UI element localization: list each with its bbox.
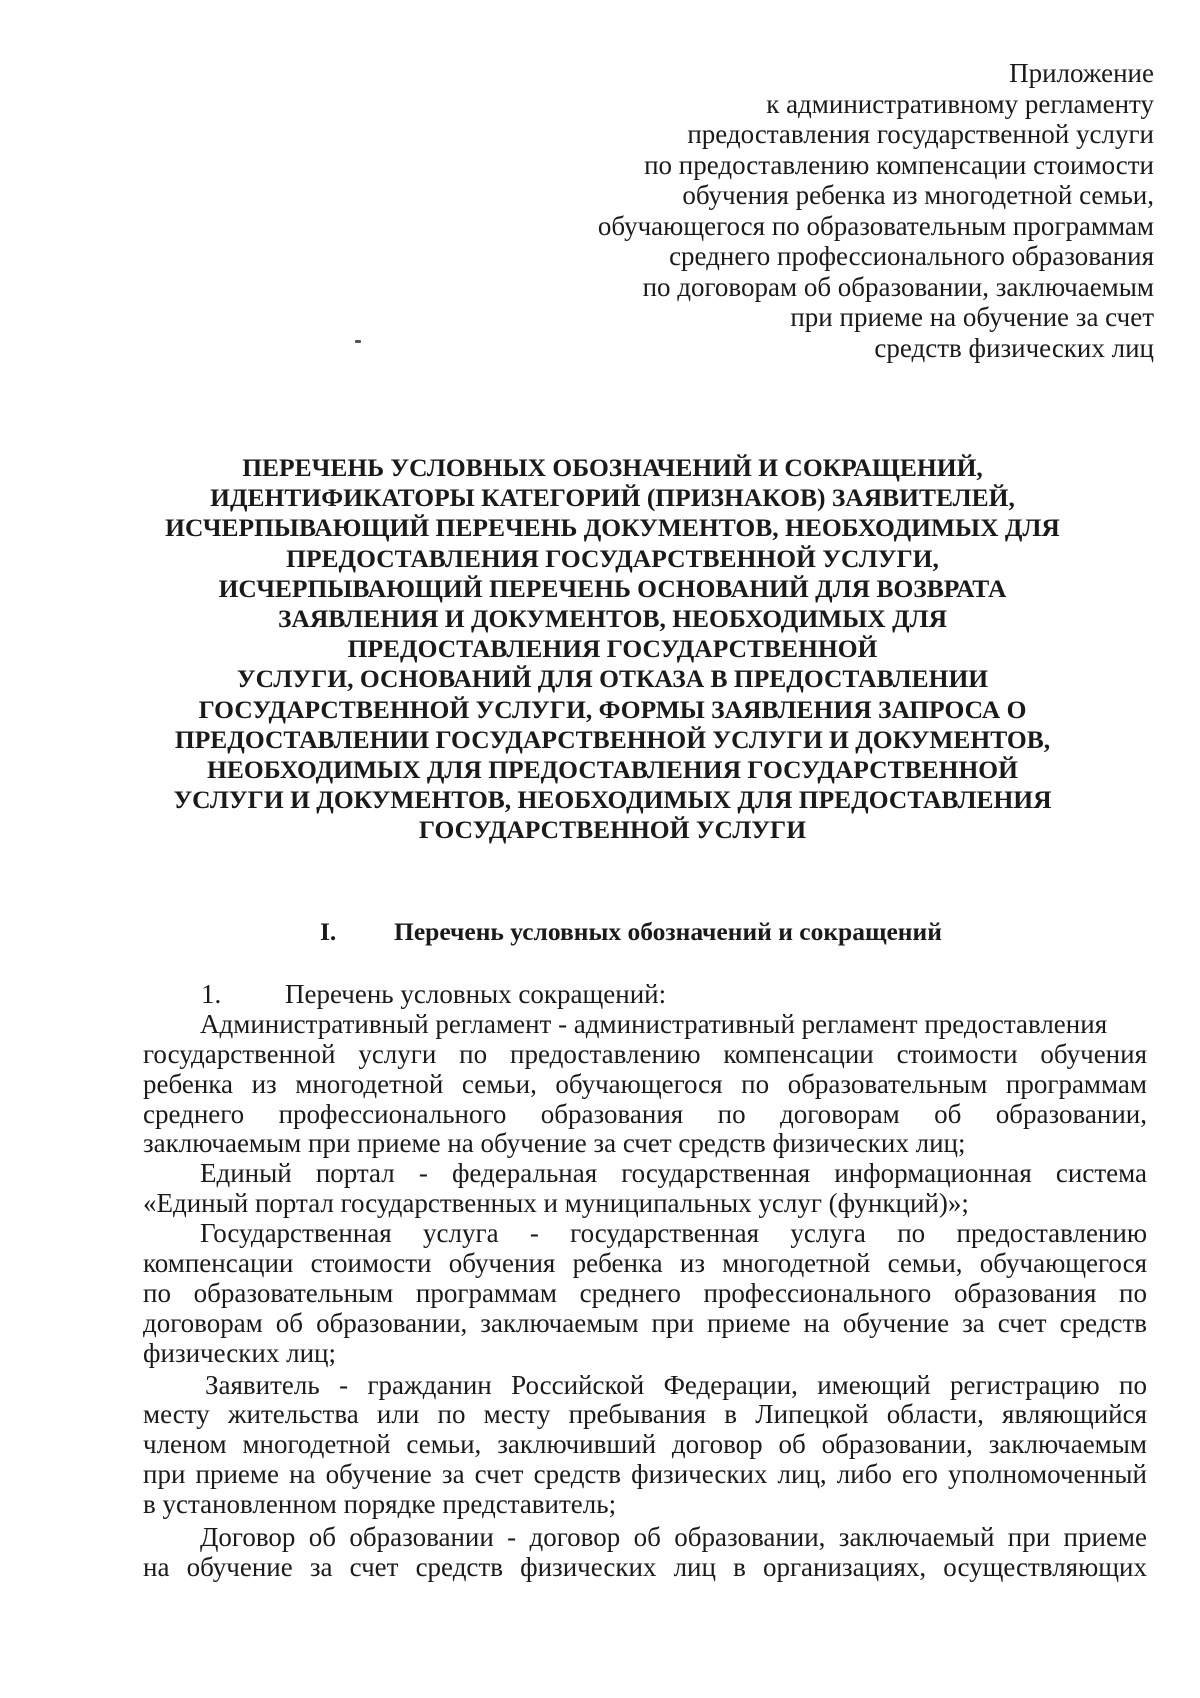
appendix-line: предоставления государственной услуги: [687, 119, 1154, 149]
title-line: ПЕРЕЧЕНЬ УСЛОВНЫХ ОБОЗНАЧЕНИЙ И СОКРАЩЕНИЙ,: [242, 453, 983, 482]
paragraph-line: при приеме на обучение за счет средств физических лиц, либо его уполномоченный: [143, 1459, 1147, 1490]
title-line: ПРЕДОСТАВЛЕНИИ ГОСУДАРСТВЕННОЙ УСЛУГИ И ДОКУМЕНТОВ,: [174, 724, 1051, 754]
document-title: [130, 453, 1095, 846]
definition-zayavitel: [143, 1371, 1147, 1520]
document-body: [143, 980, 1147, 1583]
title-line: ПРЕДОСТАВЛЕНИЯ ГОСУДАРСТВЕННОЙ УСЛУГИ,: [286, 543, 939, 573]
paragraph-line: «Единый портал государственных и муниципальных услуг (функций)»;: [143, 1188, 969, 1219]
title-line: УСЛУГИ И ДОКУМЕНТОВ, НЕОБХОДИМЫХ ДЛЯ ПРЕДОСТАВЛЕНИЯ: [173, 785, 1052, 815]
title-line: ГОСУДАРСТВЕННОЙ УСЛУГИ: [418, 815, 807, 845]
paragraph-line: по образовательным программам среднего профессионального образования по: [143, 1277, 1147, 1308]
appendix-line: среднего профессионального образования: [669, 241, 1154, 271]
paragraph-line: членом многодетной семьи, заключивший договор об образовании, заключаемым: [143, 1429, 1147, 1460]
appendix-line: средств физических лиц: [874, 332, 1154, 363]
paragraph-line: физических лиц;: [143, 1337, 336, 1368]
title-line: ИСЧЕРПЫВАЮЩИЙ ПЕРЕЧЕНЬ ДОКУМЕНТОВ, НЕОБХОДИМЫХ ДЛЯ: [165, 513, 1060, 543]
paragraph-line: ребенка из многодетной семьи, обучающегося по образовательным программам: [143, 1068, 1147, 1099]
definition-gos-usluga: [143, 1219, 1147, 1368]
paragraph-line: компенсации стоимости обучения ребенка из многодетной семьи, обучающегося: [143, 1248, 1147, 1279]
paragraph-line: Государственная услуга - государственная услуга по предоставлению: [200, 1218, 1147, 1249]
paragraph-line: в установленном порядке представитель;: [143, 1489, 617, 1520]
appendix-line: при приеме на обучение за счет: [790, 302, 1154, 332]
definition-portal: [143, 1159, 1147, 1219]
section-title: Перечень условных обозначений и сокращений: [394, 917, 942, 946]
title-line: ИСЧЕРПЫВАЮЩИЙ ПЕРЕЧЕНЬ ОСНОВАНИЙ ДЛЯ ВОЗВРАТА: [218, 573, 1007, 603]
section-number: I.: [320, 917, 337, 946]
definition-admin-reglament: [143, 1010, 1147, 1159]
paragraph-line: Договор об образовании - договор об образовании, заключаемый при приеме: [200, 1522, 1147, 1553]
definition-dogovor: [143, 1523, 1147, 1583]
paragraph-line: Единый портал - федеральная государственная информационная система: [200, 1158, 1147, 1189]
paragraph-line: среднего профессионального образования по договорам об образовании,: [143, 1098, 1147, 1129]
appendix-line: обучающегося по образовательным программам: [597, 210, 1154, 241]
scan-artifact: [355, 340, 361, 343]
title-line: ГОСУДАРСТВЕННОЙ УСЛУГИ, ФОРМЫ ЗАЯВЛЕНИЯ ЗАПРОСА О: [198, 694, 1027, 724]
title-line: ИДЕНТИФИКАТОРЫ КАТЕГОРИЙ (ПРИЗНАКОВ) ЗАЯВИТЕЛЕЙ,: [210, 483, 1015, 513]
title-line: УСЛУГИ, ОСНОВАНИЙ ДЛЯ ОТКАЗА В ПРЕДОСТАВЛЕНИИ: [236, 664, 989, 694]
title-line: ЗАЯВЛЕНИЯ И ДОКУМЕНТОВ, НЕОБХОДИМЫХ ДЛЯ: [277, 604, 948, 634]
item-heading: [143, 980, 1147, 1010]
paragraph-line: Заявитель - гражданин Российской Федерации, имеющий регистрацию по: [205, 1369, 1147, 1400]
appendix-header: [454, 58, 1154, 363]
title-line: ПРЕДОСТАВЛЕНИЯ ГОСУДАРСТВЕННОЙ: [347, 634, 878, 664]
paragraph-line: на обучение за счет средств физических лиц в организациях, осуществляющих: [143, 1551, 1147, 1582]
appendix-line: по предоставлению компенсации стоимости: [644, 149, 1154, 180]
paragraph-line: заключаемым при приеме на обучение за счет средств физических лиц;: [143, 1128, 966, 1159]
paragraph-line: Административный регламент - административный регламент предоставления: [200, 1008, 1108, 1039]
title-line: НЕОБХОДИМЫХ ДЛЯ ПРЕДОСТАВЛЕНИЯ ГОСУДАРСТВЕННОЙ: [207, 755, 1018, 785]
appendix-line: Приложение: [1009, 58, 1154, 88]
item-title: Перечень условных сокращений:: [285, 979, 667, 1009]
paragraph-line: договорам об образовании, заключаемым при приеме на обучение за счет средств: [143, 1307, 1147, 1338]
appendix-line: к административному регламенту: [766, 88, 1154, 119]
paragraph-line: государственной услуги по предоставлению компенсации стоимости обучения: [143, 1038, 1147, 1069]
appendix-line: по договорам об образовании, заключаемым: [642, 271, 1154, 302]
section-heading: [320, 917, 942, 947]
appendix-line: обучения ребенка из многодетной семьи,: [682, 180, 1154, 210]
paragraph-line: месту жительства или по месту пребывания в Липецкой области, являющийся: [143, 1399, 1147, 1430]
item-number: 1.: [201, 979, 222, 1009]
